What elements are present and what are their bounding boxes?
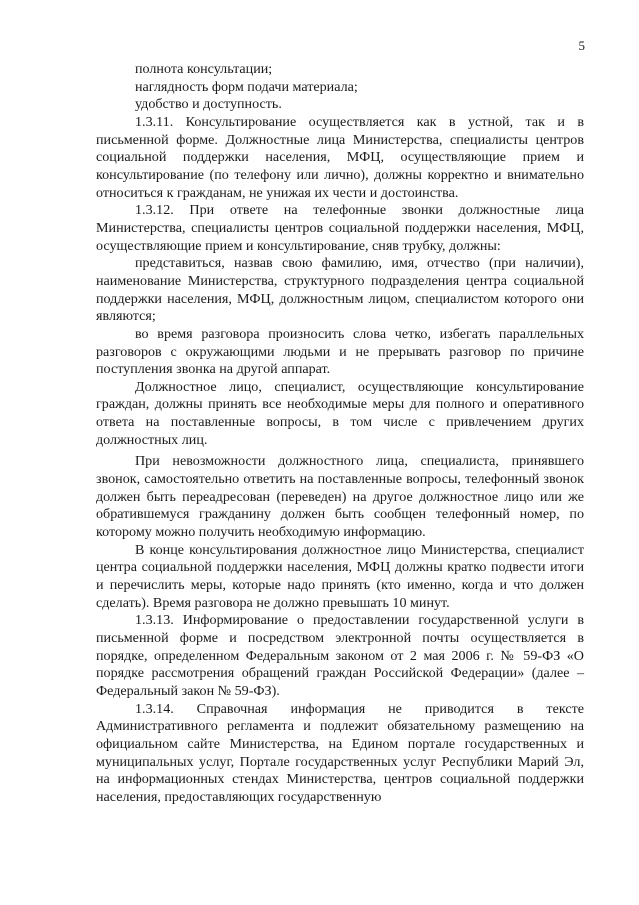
list-item-completeness: полнота консультации; <box>135 61 273 77</box>
paragraph-conversation: во время разговора произносить слова четко, избегать параллельных разговоров с окружающими людьми и не прерывать разговор по причине поступления звонка на другой аппарат. <box>96 325 584 378</box>
paragraph-consultation-end: В конце консультирования должностное лицо Министерства, специалист центра социальной поддержки населения, МФЦ должны кратко подвести итоги и перечислить меры, которые надо принять (кто именно, когда и что должен сделать). Время разговора не должно превышать 10 минут. <box>96 541 584 611</box>
paragraph-1-3-14: 1.3.14. Справочная информация не приводится в тексте Административного регламента и подлежит обязательному размещению на официальном сайте Министерства, на Едином портале государственных и муниципальных услуг, Портале государственных услуг Республики Марий Эл, на информационных стендах Министерства, центров социальной поддержки населения, предоставляющих государственную <box>96 700 584 805</box>
paragraph-1-3-12: 1.3.12. При ответе на телефонные звонки должностные лица Министерства, специалисты центров социальной поддержки населения, МФЦ, осуществляющие прием и консультирование, сняв трубку, должны: <box>96 202 584 254</box>
paragraph-official-measures: Должностное лицо, специалист, осуществляющие консультирование граждан, должны принять все необходимые меры для полного и оперативного ответа на поставленные вопросы, в том числе с привлечением других должностных лиц. <box>96 378 584 448</box>
paragraph-redirect-call: При невозможности должностного лица, специалиста, принявшего звонок, самостоятельно ответить на поставленные вопросы, телефонный звонок должен быть переадресован (переведен) на другое должностное лицо или же обратившемуся гражданину должен быть сообщен телефонный номер, по которому можно получить необходимую информацию. <box>96 453 584 541</box>
paragraph-introduce: представиться, назвав свою фамилию, имя, отчество (при наличии), наименование Министерства, структурного подразделения центра социальной поддержки населения, МФЦ, должностным лицом, специалистом которого они являются; <box>96 255 584 325</box>
paragraph-1-3-11: 1.3.11. Консультирование осуществляется как в устной, так и в письменной форме. Должностные лица Министерства, специалисты центров социальной поддержки населения, МФЦ, осуществляющие прием и консультирование (по телефону или лично), должны корректно и внимательно относиться к гражданам, не унижая их чести и достоинства. <box>96 113 584 201</box>
paragraph-1-3-13: 1.3.13. Информирование о предоставлении государственной услуги в письменной форме и посредством электронной почты осуществляется в порядке, определенном Федеральным законом от 2 мая 2006 г. № 59-ФЗ «О порядке рассмотрения обращений граждан Российской Федерации» (далее – Федеральный закон № 59-ФЗ). <box>96 612 584 699</box>
page-number: 5 <box>578 38 585 53</box>
list-item-convenience: удобство и доступность. <box>135 96 282 113</box>
document-body <box>96 61 584 807</box>
list-item-clarity: наглядность форм подачи материала; <box>135 78 358 95</box>
